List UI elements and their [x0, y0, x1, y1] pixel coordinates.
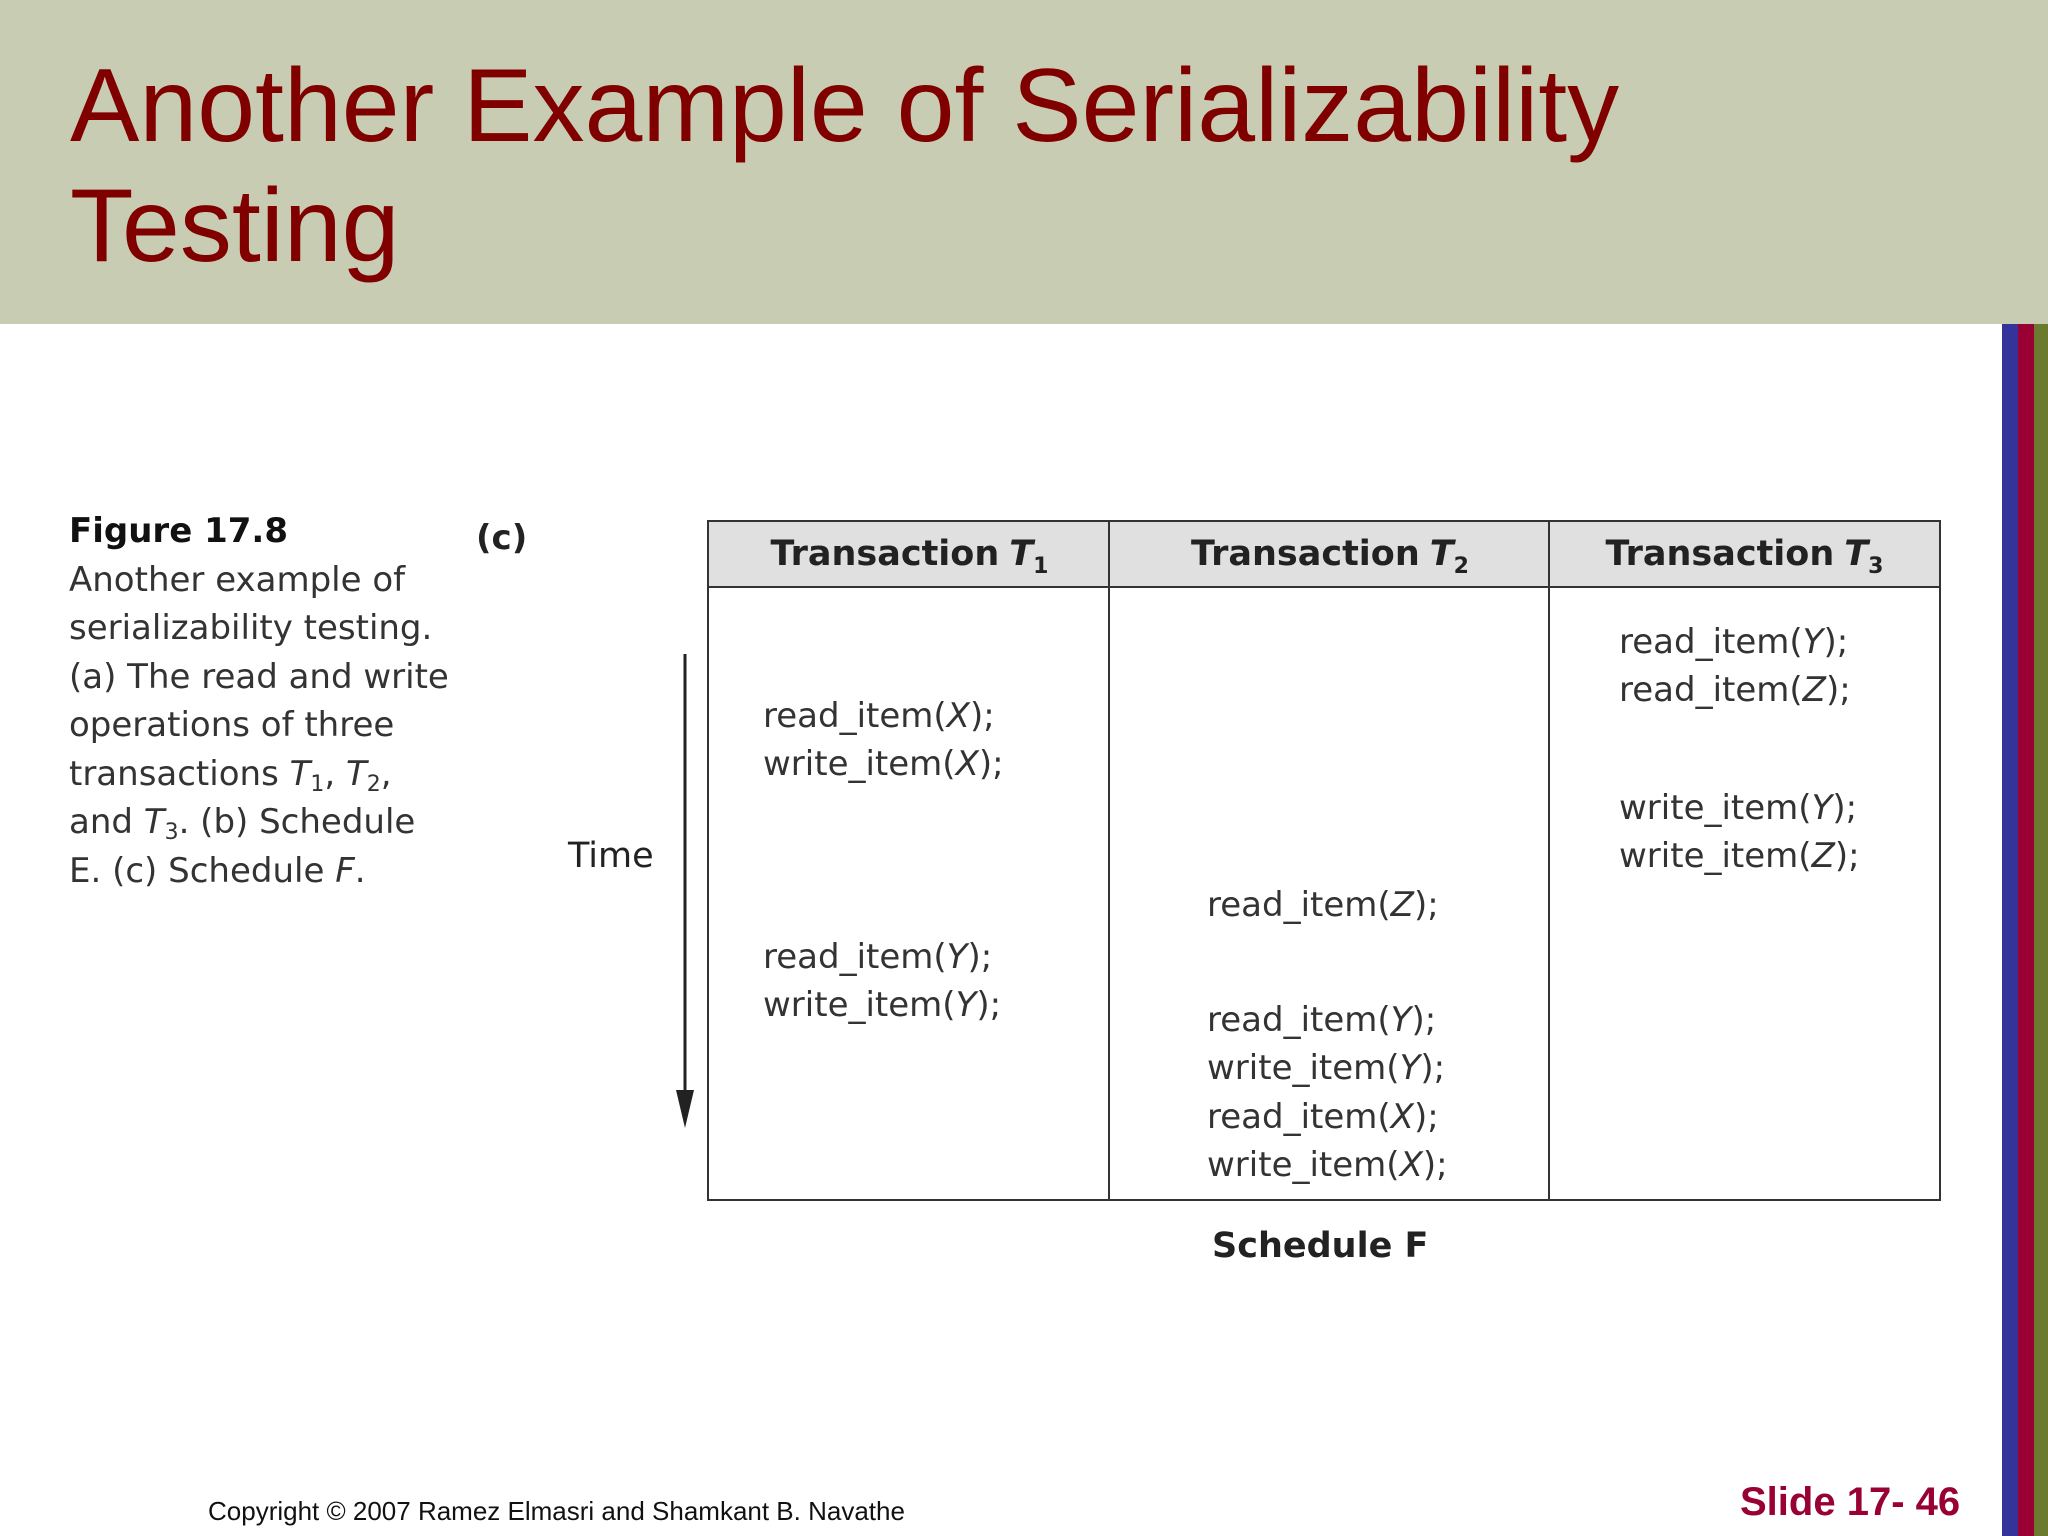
column-header-t2: [1110, 522, 1550, 588]
caption-text: ,: [380, 753, 392, 794]
t2-operation: [1207, 1048, 1445, 1088]
op-function: write_item(: [763, 744, 956, 784]
time-axis-label: Time: [568, 836, 654, 876]
transaction-sub: 2: [1453, 554, 1469, 579]
slide-title-line-1: Another Example of Serializability: [70, 48, 1620, 164]
caption-text: . (b) Schedule: [178, 802, 416, 842]
column-header-label: Transaction: [770, 534, 1000, 574]
op-argument: Y: [955, 985, 977, 1025]
op-end: );: [1411, 1000, 1437, 1040]
op-function: write_item(: [1207, 1145, 1400, 1185]
caption-line: Another example of: [69, 559, 406, 600]
schedule-name: Schedule F: [1212, 1226, 1429, 1266]
slide-title: [70, 46, 1619, 286]
column-divider: [1548, 522, 1550, 1199]
caption-text: ,: [324, 753, 346, 794]
column-divider: [1108, 522, 1110, 1199]
slide-number: Slide 17- 46: [1740, 1480, 1961, 1524]
op-end: );: [967, 937, 993, 977]
op-function: read_item(: [1619, 622, 1803, 662]
column-header-t1: [709, 522, 1110, 588]
caption-line: (a) The read and write: [69, 656, 449, 697]
op-function: read_item(: [763, 696, 947, 736]
t1-operation: [763, 937, 992, 977]
transaction-name: T: [1429, 534, 1454, 574]
figure-label: Figure 17.8: [69, 511, 288, 551]
t3-operation: [1619, 788, 1857, 828]
t1-operation: [763, 696, 995, 736]
op-argument: Y: [1390, 1000, 1412, 1040]
caption-line: operations of three: [69, 705, 395, 745]
caption-line: [69, 798, 469, 847]
figure-part-label: (c): [476, 518, 528, 558]
op-argument: Y: [1802, 622, 1824, 662]
op-end: );: [1413, 885, 1439, 925]
op-argument: X: [1399, 1145, 1423, 1185]
t2-operation: [1207, 1097, 1439, 1137]
caption-text: E. (c) Schedule: [69, 850, 336, 891]
caption-text: transactions: [69, 753, 290, 794]
t3-operation: [1619, 836, 1860, 876]
caption-t2: T: [346, 753, 367, 794]
op-end: );: [969, 696, 995, 736]
caption-text: and: [69, 802, 144, 842]
op-argument: Y: [1399, 1048, 1421, 1088]
op-function: write_item(: [1619, 788, 1812, 828]
op-function: write_item(: [1207, 1048, 1400, 1088]
caption-schedule-f: F: [335, 850, 355, 891]
op-end: );: [1823, 622, 1849, 662]
op-end: );: [1413, 1097, 1439, 1137]
column-header-name: [1844, 534, 1884, 579]
t2-operation: [1207, 885, 1439, 925]
transaction-name: T: [1844, 534, 1869, 574]
caption-line: [69, 847, 469, 896]
op-end: );: [1422, 1145, 1448, 1185]
op-function: read_item(: [1207, 1097, 1391, 1137]
caption-sub-3: 3: [164, 820, 179, 845]
column-header-t3: [1550, 522, 1939, 588]
t3-operation: [1619, 622, 1848, 662]
transaction-sub: 3: [1868, 554, 1884, 579]
caption-line: serializability testing.: [69, 608, 433, 648]
op-end: );: [1834, 836, 1860, 876]
caption-t1: T: [289, 753, 311, 794]
op-end: );: [978, 744, 1004, 784]
op-argument: Y: [1811, 788, 1833, 828]
column-header-label: Transaction: [1605, 534, 1835, 574]
op-function: read_item(: [1619, 670, 1803, 710]
schedule-table: [707, 520, 1941, 1201]
t3-operation: [1619, 670, 1851, 710]
op-end: );: [1825, 670, 1851, 710]
figure-caption: [69, 507, 469, 895]
column-header-label: Transaction: [1191, 534, 1420, 574]
accent-stripe-olive: [2034, 324, 2048, 1536]
time-arrow-head: [676, 1090, 694, 1128]
caption-sub-2: 2: [366, 771, 381, 797]
caption-sub-1: 1: [310, 771, 325, 797]
column-header-name: [1009, 534, 1049, 579]
caption-t3: T: [143, 802, 165, 842]
op-argument: Z: [1811, 836, 1835, 876]
op-function: read_item(: [1207, 885, 1391, 925]
copyright-notice: Copyright © 2007 Ramez Elmasri and Shamkant B. Navathe: [208, 1496, 905, 1526]
transaction-sub: 1: [1033, 554, 1049, 579]
op-end: );: [1420, 1048, 1446, 1088]
op-end: );: [1832, 788, 1858, 828]
time-arrow: [668, 650, 702, 1130]
op-argument: X: [1390, 1097, 1414, 1137]
title-bar: [0, 0, 2048, 324]
op-argument: Z: [1802, 670, 1826, 710]
transaction-name: T: [1009, 534, 1034, 574]
op-argument: Y: [946, 937, 968, 977]
column-header-name: [1429, 534, 1469, 579]
op-argument: X: [946, 696, 970, 736]
op-function: read_item(: [763, 937, 947, 977]
op-argument: X: [955, 744, 979, 784]
caption-line: [69, 750, 469, 799]
t1-operation: [763, 985, 1001, 1025]
t2-operation: [1207, 1145, 1448, 1185]
op-function: read_item(: [1207, 1000, 1391, 1040]
caption-text: .: [354, 850, 366, 891]
op-function: write_item(: [763, 985, 956, 1025]
op-end: );: [976, 985, 1002, 1025]
op-function: write_item(: [1619, 836, 1812, 876]
t1-operation: [763, 744, 1004, 784]
accent-stripe-red: [2018, 324, 2034, 1536]
accent-stripe-blue: [2002, 324, 2018, 1536]
op-argument: Z: [1390, 885, 1414, 925]
slide-title-line-2: Testing: [70, 168, 400, 284]
t2-operation: [1207, 1000, 1436, 1040]
